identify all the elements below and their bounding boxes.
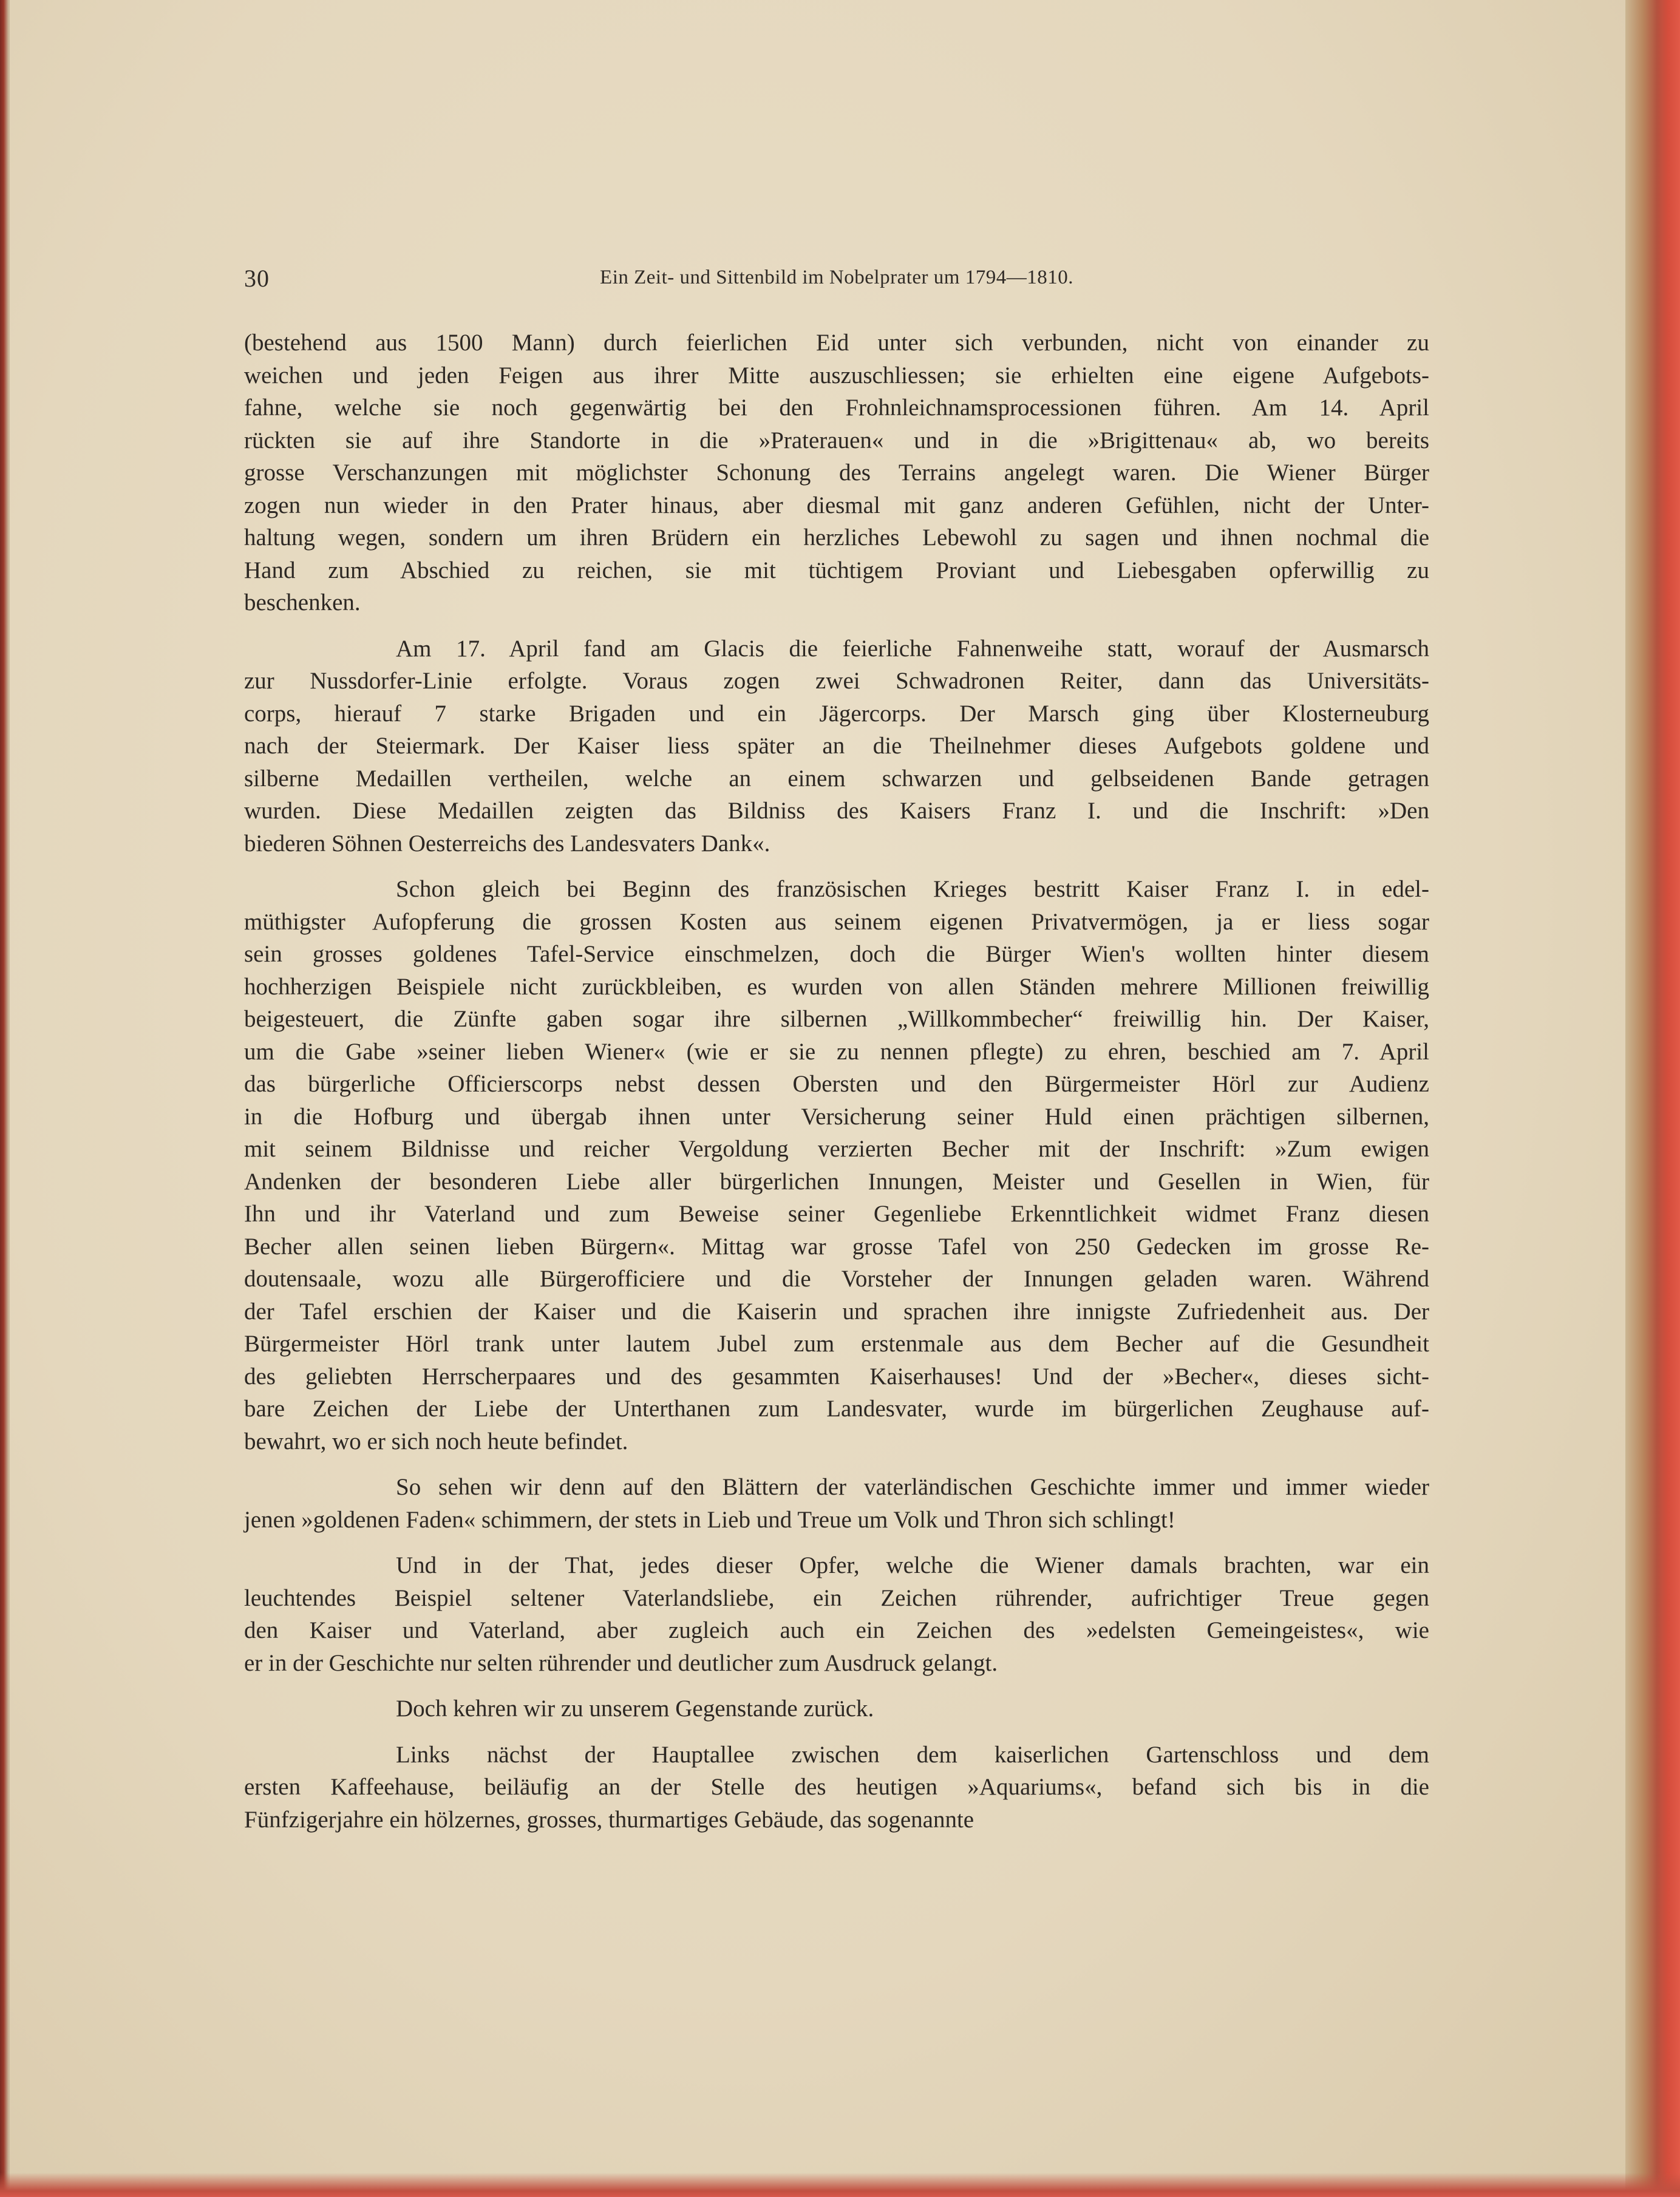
text-line: bare Zeichen der Liebe der Unterthanen zum Landesvater, wurde im bürgerlichen Zeughause auf- xyxy=(244,1396,1429,1422)
paragraph xyxy=(244,327,1429,619)
paragraph xyxy=(244,633,1429,860)
text-line: in die Hofburg und übergab ihnen unter Versicherung seiner Huld einen prächtigen silbernen, xyxy=(244,1103,1429,1130)
text-line: doutensaale, wozu alle Bürgerofficiere und die Vorsteher der Innungen geladen waren. Während xyxy=(244,1266,1429,1292)
text-line: silberne Medaillen vertheilen, welche an einem schwarzen und gelbseidenen Bande getragen xyxy=(244,765,1429,792)
text-line: zogen nun wieder in den Prater hinaus, aber diesmal mit ganz anderen Gefühlen, nicht der Unter- xyxy=(244,492,1429,518)
text-line: bewahrt, wo er sich noch heute befindet. xyxy=(244,1428,628,1455)
text-line: er in der Geschichte nur selten rührender und deutlicher zum Ausdruck gelangt. xyxy=(244,1649,998,1676)
text-line: Bürgermeister Hörl trank unter lautem Jubel zum erstenmale aus dem Becher auf die Gesundheit xyxy=(244,1331,1429,1357)
text-line: Und in der That, jedes dieser Opfer, welche die Wiener damals brachten, war ein xyxy=(396,1552,1429,1578)
page-number: 30 xyxy=(244,265,270,292)
text-line: jenen »goldenen Faden« schimmern, der stets in Lieb und Treue um Volk und Thron sich schlingt! xyxy=(244,1506,1175,1533)
text-line: (bestehend aus 1500 Mann) durch feierlichen Eid unter sich verbunden, nicht von einander zu xyxy=(244,330,1429,356)
text-line: weichen und jeden Feigen aus ihrer Mitte auszuschliessen; sie erhielten eine eigene Aufgebots- xyxy=(244,362,1429,389)
text-line: den Kaiser und Vaterland, aber zugleich auch ein Zeichen des »edelsten Gemeingeistes«, wie xyxy=(244,1617,1429,1643)
text-line: des geliebten Herrscherpaares und des gesammten Kaiserhauses! Und der »Becher«, dieses sicht- xyxy=(244,1363,1429,1390)
text-line: der Tafel erschien der Kaiser und die Kaiserin und sprachen ihre innigste Zufriedenheit aus. Der xyxy=(244,1298,1429,1325)
book-bottom-edge xyxy=(0,2173,1680,2197)
text-line: um die Gabe »seiner lieben Wiener« (wie er sie zu nennen pflegte) zu ehren, beschied am 7. April xyxy=(244,1038,1429,1065)
text-line: grosse Verschanzungen mit möglichster Schonung des Terrains angelegt waren. Die Wiener Bürger xyxy=(244,460,1429,486)
paragraph xyxy=(244,1471,1429,1536)
text-line: wurden. Diese Medaillen zeigten das Bildniss des Kaisers Franz I. und die Inschrift: »Den xyxy=(244,798,1429,824)
running-title: Ein Zeit- und Sittenbild im Nobelprater um 1794—1810. xyxy=(600,267,1073,288)
text-line: Doch kehren wir zu unserem Gegenstande zurück. xyxy=(396,1696,874,1722)
text-line: beschenken. xyxy=(244,589,361,616)
text-line: Ihn und ihr Vaterland und zum Beweise seiner Gegenliebe Erkenntlichkeit widmet Franz diesen xyxy=(244,1201,1429,1227)
text-line: mit seinem Bildnisse und reicher Vergoldung verzierten Becher mit der Inschrift: »Zum ewigen xyxy=(244,1136,1429,1162)
text-line: fahne, welche sie noch gegenwärtig bei den Frohnleichnamsprocessionen führen. Am 14. April xyxy=(244,395,1429,421)
text-line: rückten sie auf ihre Standorte in die »Praterauen« und in die »Brigittenau« ab, wo bereits xyxy=(244,427,1429,453)
text-line: leuchtendes Beispiel seltener Vaterlandsliebe, ein Zeichen rührender, aufrichtiger Treue gegen xyxy=(244,1584,1429,1611)
text-line: biederen Söhnen Oesterreichs des Landesvaters Dank«. xyxy=(244,830,770,857)
text-line: Becher allen seinen lieben Bürgern«. Mittag war grosse Tafel von 250 Gedecken im grosse Re- xyxy=(244,1233,1429,1260)
text-line: beigesteuert, die Zünfte gaben sogar ihre silbernen „Willkommbecher“ freiwillig hin. Der Kaiser, xyxy=(244,1006,1429,1032)
paragraph xyxy=(244,1693,1429,1725)
paragraph xyxy=(244,1739,1429,1836)
book-spine-edge xyxy=(1625,0,1680,2197)
text-line: Hand zum Abschied zu reichen, sie mit tüchtigem Proviant und Liebesgaben opferwillig zu xyxy=(244,557,1429,583)
text-line: müthigster Aufopferung die grossen Kosten aus seinem eigenen Privatvermögen, ja er liess sogar xyxy=(244,908,1429,935)
text-line: Am 17. April fand am Glacis die feierliche Fahnenweihe statt, worauf der Ausmarsch xyxy=(396,635,1429,662)
text-line: nach der Steiermark. Der Kaiser liess später an die Theilnehmer dieses Aufgebots goldene und xyxy=(244,733,1429,759)
text-line: Fünfzigerjahre ein hölzernes, grosses, thurmartiges Gebäude, das sogenannte xyxy=(244,1806,974,1833)
text-line: sein grosses goldenes Tafel-Service einschmelzen, doch die Bürger Wien's wollten hinter diesem xyxy=(244,941,1429,967)
text-line: So sehen wir denn auf den Blättern der vaterländischen Geschichte immer und immer wieder xyxy=(396,1474,1429,1500)
text-line: das bürgerliche Officierscorps nebst dessen Obersten und den Bürgermeister Hörl zur Audienz xyxy=(244,1071,1429,1097)
text-line: corps, hierauf 7 starke Brigaden und ein Jägercorps. Der Marsch ging über Klosterneuburg xyxy=(244,700,1429,727)
text-line: zur Nussdorfer-Linie erfolgte. Voraus zogen zwei Schwadronen Reiter, dann das Universitäts- xyxy=(244,668,1429,694)
running-head xyxy=(244,264,1429,301)
text-line: ersten Kaffeehause, beiläufig an der Stelle des heutigen »Aquariums«, befand sich bis in die xyxy=(244,1774,1429,1800)
body-text xyxy=(244,327,1429,1849)
text-line: Schon gleich bei Beginn des französischen Krieges bestritt Kaiser Franz I. in edel- xyxy=(396,876,1429,902)
text-line: Andenken der besonderen Liebe aller bürgerlichen Innungen, Meister und Gesellen in Wien, für xyxy=(244,1168,1429,1195)
paragraph xyxy=(244,1549,1429,1679)
text-line: Links nächst der Hauptallee zwischen dem kaiserlichen Gartenschloss und dem xyxy=(396,1741,1429,1768)
text-line: haltung wegen, sondern um ihren Brüdern ein herzliches Lebewohl zu sagen und ihnen nochmal die xyxy=(244,525,1429,551)
text-line: hochherzigen Beispiele nicht zurückbleiben, es wurden von allen Ständen mehrere Millionen freiwillig xyxy=(244,973,1429,1000)
paragraph xyxy=(244,873,1429,1458)
